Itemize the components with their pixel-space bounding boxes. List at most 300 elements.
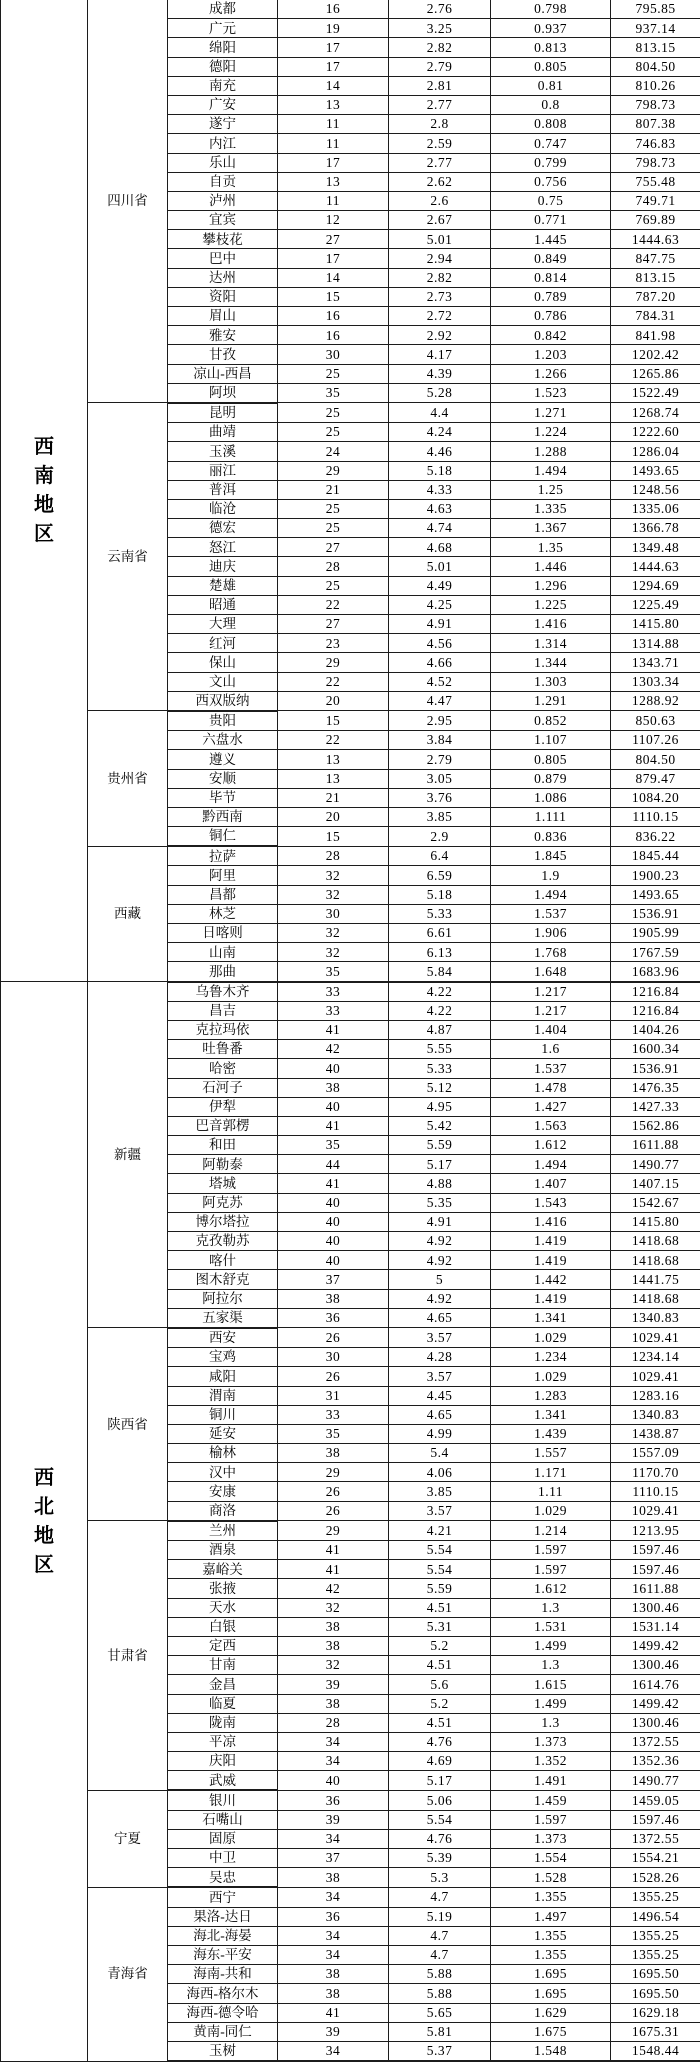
province-cell: 陕西省 [88, 1328, 168, 1521]
value-cell-2: 5.59 [389, 1579, 491, 1598]
value-cell-4: 1629.18 [611, 2003, 700, 2022]
city-cell: 银川 [168, 1790, 278, 1810]
value-cell-1: 40 [278, 1193, 389, 1212]
value-cell-1: 29 [278, 653, 389, 672]
value-cell-2: 4.51 [389, 1713, 491, 1732]
value-cell-3: 1.314 [491, 634, 611, 653]
value-cell-2: 6.4 [389, 846, 491, 866]
value-cell-2: 5.88 [389, 1965, 491, 1984]
value-cell-1: 17 [278, 153, 389, 172]
value-cell-3: 1.419 [491, 1289, 611, 1308]
city-cell: 遵义 [168, 750, 278, 769]
city-cell: 阿里 [168, 866, 278, 885]
value-cell-4: 798.73 [611, 153, 700, 172]
value-cell-2: 4.88 [389, 1174, 491, 1193]
city-cell: 延安 [168, 1424, 278, 1443]
value-cell-1: 24 [278, 442, 389, 461]
value-cell-3: 1.303 [491, 672, 611, 691]
value-cell-3: 1.373 [491, 1732, 611, 1751]
value-cell-2: 4.7 [389, 1926, 491, 1945]
value-cell-4: 1614.76 [611, 1675, 700, 1694]
value-cell-2: 4.51 [389, 1656, 491, 1675]
value-cell-4: 1611.88 [611, 1136, 700, 1155]
value-cell-4: 1314.88 [611, 634, 700, 653]
region-cell [1, 982, 88, 2062]
city-cell: 阿勒泰 [168, 1155, 278, 1174]
value-cell-3: 1.499 [491, 1694, 611, 1713]
value-cell-4: 1300.46 [611, 1713, 700, 1732]
value-cell-4: 804.50 [611, 57, 700, 76]
value-cell-2: 4.65 [389, 1308, 491, 1328]
value-cell-2: 6.61 [389, 924, 491, 943]
city-cell: 庆阳 [168, 1752, 278, 1771]
value-cell-4: 1683.96 [611, 962, 700, 982]
city-cell: 楚雄 [168, 576, 278, 595]
value-cell-4: 1300.46 [611, 1598, 700, 1617]
value-cell-1: 13 [278, 172, 389, 191]
value-cell-1: 29 [278, 1463, 389, 1482]
value-cell-4: 1303.34 [611, 672, 700, 691]
value-cell-1: 15 [278, 827, 389, 847]
value-cell-1: 39 [278, 1810, 389, 1829]
value-cell-1: 28 [278, 846, 389, 866]
value-cell-1: 40 [278, 1059, 389, 1078]
value-cell-1: 17 [278, 38, 389, 57]
value-cell-1: 38 [278, 1289, 389, 1308]
value-cell-4: 807.38 [611, 115, 700, 134]
value-cell-1: 32 [278, 1656, 389, 1675]
value-cell-2: 4.21 [389, 1521, 491, 1541]
value-cell-3: 0.836 [491, 827, 611, 847]
value-cell-2: 5.33 [389, 904, 491, 923]
table-row [1, 0, 700, 19]
value-cell-4: 1493.65 [611, 885, 700, 904]
value-cell-4: 810.26 [611, 76, 700, 95]
value-cell-3: 0.805 [491, 750, 611, 769]
value-cell-4: 1107.26 [611, 731, 700, 750]
value-cell-3: 1.597 [491, 1560, 611, 1579]
value-cell-2: 5.31 [389, 1617, 491, 1636]
value-cell-3: 1.217 [491, 982, 611, 1002]
city-cell: 日喀则 [168, 924, 278, 943]
value-cell-4: 1490.77 [611, 1771, 700, 1791]
value-cell-2: 3.85 [389, 807, 491, 826]
city-cell: 资阳 [168, 287, 278, 306]
value-cell-2: 4.92 [389, 1289, 491, 1308]
value-cell-2: 3.57 [389, 1328, 491, 1348]
value-cell-2: 2.73 [389, 287, 491, 306]
value-cell-4: 1407.15 [611, 1174, 700, 1193]
value-cell-3: 1.367 [491, 519, 611, 538]
value-cell-1: 38 [278, 1868, 389, 1888]
value-cell-3: 0.81 [491, 76, 611, 95]
value-cell-3: 1.419 [491, 1232, 611, 1251]
value-cell-4: 1905.99 [611, 924, 700, 943]
value-cell-4: 787.20 [611, 287, 700, 306]
value-cell-1: 26 [278, 1482, 389, 1501]
city-cell: 攀枝花 [168, 230, 278, 249]
value-cell-3: 1.344 [491, 653, 611, 672]
value-cell-2: 2.92 [389, 326, 491, 345]
value-cell-1: 28 [278, 1713, 389, 1732]
value-cell-2: 2.72 [389, 307, 491, 326]
value-cell-4: 1441.75 [611, 1270, 700, 1289]
value-cell-2: 5.4 [389, 1444, 491, 1463]
value-cell-3: 0.771 [491, 211, 611, 230]
value-cell-1: 41 [278, 1020, 389, 1039]
value-cell-3: 1.3 [491, 1656, 611, 1675]
table-row [1, 1790, 700, 1810]
value-cell-3: 1.3 [491, 1598, 611, 1617]
value-cell-2: 5.3 [389, 1868, 491, 1888]
value-cell-4: 1444.63 [611, 557, 700, 576]
value-cell-3: 1.6 [491, 1040, 611, 1059]
value-cell-2: 4.63 [389, 499, 491, 518]
value-cell-1: 25 [278, 403, 389, 423]
value-cell-1: 38 [278, 1694, 389, 1713]
value-cell-4: 1343.71 [611, 653, 700, 672]
city-cell: 自贡 [168, 172, 278, 191]
value-cell-1: 11 [278, 115, 389, 134]
value-cell-3: 1.224 [491, 423, 611, 442]
value-cell-2: 4.22 [389, 982, 491, 1002]
value-cell-2: 4.33 [389, 480, 491, 499]
value-cell-3: 0.808 [491, 115, 611, 134]
city-cell: 丽江 [168, 461, 278, 480]
value-cell-4: 769.89 [611, 211, 700, 230]
value-cell-2: 3.57 [389, 1501, 491, 1521]
value-cell-1: 16 [278, 326, 389, 345]
province-cell: 四川省 [88, 0, 168, 403]
value-cell-1: 34 [278, 1926, 389, 1945]
value-cell-1: 20 [278, 807, 389, 826]
value-cell-4: 1845.44 [611, 846, 700, 866]
value-cell-4: 1216.84 [611, 982, 700, 1002]
value-cell-4: 1528.26 [611, 1868, 700, 1888]
value-cell-2: 5.54 [389, 1541, 491, 1560]
value-cell-4: 1597.46 [611, 1810, 700, 1829]
value-cell-3: 0.798 [491, 0, 611, 19]
province-cell: 甘肃省 [88, 1521, 168, 1791]
value-cell-1: 34 [278, 1752, 389, 1771]
city-cell: 山南 [168, 943, 278, 962]
value-cell-2: 4.51 [389, 1598, 491, 1617]
value-cell-3: 1.648 [491, 962, 611, 982]
value-cell-3: 1.11 [491, 1482, 611, 1501]
value-cell-4: 804.50 [611, 750, 700, 769]
value-cell-1: 29 [278, 461, 389, 480]
value-cell-4: 1597.46 [611, 1560, 700, 1579]
value-cell-1: 34 [278, 2041, 389, 2061]
city-cell: 海北-海晏 [168, 1926, 278, 1945]
city-cell: 凉山-西昌 [168, 364, 278, 383]
value-cell-1: 11 [278, 191, 389, 210]
value-cell-2: 4.49 [389, 576, 491, 595]
value-cell-1: 38 [278, 1636, 389, 1655]
value-cell-4: 1286.04 [611, 442, 700, 461]
value-cell-4: 1248.56 [611, 480, 700, 499]
value-cell-3: 1.494 [491, 461, 611, 480]
table-row [1, 403, 700, 423]
city-cell: 哈密 [168, 1059, 278, 1078]
value-cell-1: 40 [278, 1232, 389, 1251]
value-cell-3: 1.537 [491, 904, 611, 923]
value-cell-1: 31 [278, 1386, 389, 1405]
value-cell-4: 1234.14 [611, 1348, 700, 1367]
city-cell: 阿克苏 [168, 1193, 278, 1212]
value-cell-3: 1.494 [491, 1155, 611, 1174]
value-cell-2: 5.17 [389, 1155, 491, 1174]
city-cell: 乐山 [168, 153, 278, 172]
city-cell: 石嘴山 [168, 1810, 278, 1829]
value-cell-3: 1.341 [491, 1405, 611, 1424]
value-cell-2: 5.39 [389, 1849, 491, 1868]
value-cell-3: 0.8 [491, 95, 611, 114]
value-cell-1: 37 [278, 1270, 389, 1289]
value-cell-4: 1496.54 [611, 1907, 700, 1926]
city-cell: 吴忠 [168, 1868, 278, 1888]
value-cell-3: 1.029 [491, 1367, 611, 1386]
value-cell-4: 1225.49 [611, 595, 700, 614]
value-cell-4: 1355.25 [611, 1945, 700, 1964]
value-cell-1: 40 [278, 1212, 389, 1231]
city-cell: 兰州 [168, 1521, 278, 1541]
value-cell-4: 1268.74 [611, 403, 700, 423]
value-cell-2: 5.28 [389, 383, 491, 403]
table-row [1, 846, 700, 866]
value-cell-1: 13 [278, 95, 389, 114]
value-cell-2: 3.25 [389, 19, 491, 38]
value-cell-4: 1522.49 [611, 383, 700, 403]
value-cell-2: 2.77 [389, 153, 491, 172]
value-cell-2: 4.76 [389, 1732, 491, 1751]
city-cell: 雅安 [168, 326, 278, 345]
value-cell-3: 0.879 [491, 769, 611, 788]
value-cell-2: 5.84 [389, 962, 491, 982]
value-cell-4: 1355.25 [611, 1887, 700, 1907]
value-cell-1: 35 [278, 1424, 389, 1443]
city-cell: 铜仁 [168, 827, 278, 847]
value-cell-3: 1.355 [491, 1887, 611, 1907]
value-cell-4: 1415.80 [611, 615, 700, 634]
value-cell-3: 1.768 [491, 943, 611, 962]
value-cell-4: 1767.59 [611, 943, 700, 962]
value-cell-4: 1695.50 [611, 1984, 700, 2003]
value-cell-2: 4.7 [389, 1887, 491, 1907]
value-cell-2: 5.17 [389, 1771, 491, 1791]
value-cell-2: 4.92 [389, 1251, 491, 1270]
city-cell: 喀什 [168, 1251, 278, 1270]
value-cell-3: 0.852 [491, 711, 611, 731]
value-cell-1: 21 [278, 788, 389, 807]
value-cell-2: 5.37 [389, 2041, 491, 2061]
city-cell: 伊犁 [168, 1097, 278, 1116]
value-cell-4: 1294.69 [611, 576, 700, 595]
city-cell: 安康 [168, 1482, 278, 1501]
region-cell [1, 0, 88, 982]
value-cell-1: 15 [278, 711, 389, 731]
city-cell: 海南-共和 [168, 1965, 278, 1984]
value-cell-2: 2.81 [389, 76, 491, 95]
province-cell: 宁夏 [88, 1790, 168, 1887]
value-cell-4: 1202.42 [611, 345, 700, 364]
value-cell-3: 0.937 [491, 19, 611, 38]
value-cell-2: 5.81 [389, 2022, 491, 2041]
value-cell-4: 1418.68 [611, 1251, 700, 1270]
value-cell-1: 38 [278, 1984, 389, 2003]
value-cell-4: 1476.35 [611, 1078, 700, 1097]
value-cell-3: 0.814 [491, 268, 611, 287]
city-cell: 普洱 [168, 480, 278, 499]
value-cell-4: 1536.91 [611, 904, 700, 923]
value-cell-4: 798.73 [611, 95, 700, 114]
city-cell: 遂宁 [168, 115, 278, 134]
value-cell-1: 36 [278, 1907, 389, 1926]
value-cell-4: 1695.50 [611, 1965, 700, 1984]
city-cell: 昆明 [168, 403, 278, 423]
city-cell: 六盘水 [168, 731, 278, 750]
value-cell-1: 16 [278, 0, 389, 19]
value-cell-3: 1.497 [491, 1907, 611, 1926]
value-cell-2: 5.12 [389, 1078, 491, 1097]
value-cell-1: 39 [278, 1675, 389, 1694]
value-cell-3: 1.615 [491, 1675, 611, 1694]
value-cell-1: 22 [278, 731, 389, 750]
value-cell-4: 1542.67 [611, 1193, 700, 1212]
value-cell-3: 1.459 [491, 1790, 611, 1810]
value-cell-4: 1531.14 [611, 1617, 700, 1636]
value-cell-2: 3.57 [389, 1367, 491, 1386]
city-cell: 博尔塔拉 [168, 1212, 278, 1231]
value-cell-4: 1029.41 [611, 1367, 700, 1386]
city-cell: 昌都 [168, 885, 278, 904]
value-cell-4: 1170.70 [611, 1463, 700, 1482]
value-cell-2: 3.05 [389, 769, 491, 788]
value-cell-3: 1.217 [491, 1001, 611, 1020]
value-cell-1: 17 [278, 249, 389, 268]
value-cell-2: 2.82 [389, 268, 491, 287]
value-cell-3: 1.442 [491, 1270, 611, 1289]
value-cell-4: 784.31 [611, 307, 700, 326]
value-cell-1: 38 [278, 1078, 389, 1097]
value-cell-3: 1.111 [491, 807, 611, 826]
value-cell-1: 33 [278, 1001, 389, 1020]
value-cell-3: 0.789 [491, 287, 611, 306]
province-cell: 云南省 [88, 403, 168, 711]
value-cell-1: 38 [278, 1444, 389, 1463]
city-cell: 那曲 [168, 962, 278, 982]
value-cell-2: 5 [389, 1270, 491, 1289]
value-cell-1: 25 [278, 423, 389, 442]
value-cell-3: 1.107 [491, 731, 611, 750]
value-cell-3: 1.528 [491, 1868, 611, 1888]
value-cell-1: 27 [278, 230, 389, 249]
city-cell: 西宁 [168, 1887, 278, 1907]
value-cell-1: 13 [278, 769, 389, 788]
value-cell-3: 1.537 [491, 1059, 611, 1078]
city-cell: 临夏 [168, 1694, 278, 1713]
value-cell-3: 1.271 [491, 403, 611, 423]
value-cell-1: 33 [278, 982, 389, 1002]
value-cell-2: 2.79 [389, 57, 491, 76]
value-cell-3: 1.427 [491, 1097, 611, 1116]
value-cell-2: 4.17 [389, 345, 491, 364]
city-cell: 眉山 [168, 307, 278, 326]
value-cell-2: 5.42 [389, 1116, 491, 1135]
city-cell: 酒泉 [168, 1541, 278, 1560]
city-cell: 陇南 [168, 1713, 278, 1732]
value-cell-1: 42 [278, 1579, 389, 1598]
city-cell: 安顺 [168, 769, 278, 788]
value-cell-1: 32 [278, 1598, 389, 1617]
value-cell-4: 1352.36 [611, 1752, 700, 1771]
value-cell-2: 5.2 [389, 1694, 491, 1713]
value-cell-1: 25 [278, 576, 389, 595]
city-cell: 黔西南 [168, 807, 278, 826]
value-cell-4: 1283.16 [611, 1386, 700, 1405]
city-cell: 玉溪 [168, 442, 278, 461]
value-cell-2: 4.91 [389, 615, 491, 634]
value-cell-1: 41 [278, 2003, 389, 2022]
value-cell-1: 32 [278, 885, 389, 904]
city-cell: 成都 [168, 0, 278, 19]
value-cell-4: 1222.60 [611, 423, 700, 442]
city-cell: 昭通 [168, 595, 278, 614]
value-cell-1: 27 [278, 615, 389, 634]
value-cell-2: 5.01 [389, 557, 491, 576]
value-cell-3: 1.612 [491, 1136, 611, 1155]
value-cell-2: 2.9 [389, 827, 491, 847]
value-cell-1: 26 [278, 1501, 389, 1521]
value-cell-3: 1.225 [491, 595, 611, 614]
city-cell: 宝鸡 [168, 1348, 278, 1367]
value-cell-1: 30 [278, 345, 389, 364]
value-cell-4: 1340.83 [611, 1405, 700, 1424]
value-cell-4: 813.15 [611, 38, 700, 57]
value-cell-3: 0.786 [491, 307, 611, 326]
value-cell-3: 1.845 [491, 846, 611, 866]
value-cell-3: 0.849 [491, 249, 611, 268]
value-cell-3: 1.554 [491, 1849, 611, 1868]
value-cell-4: 879.47 [611, 769, 700, 788]
value-cell-2: 5.54 [389, 1810, 491, 1829]
value-cell-2: 4.39 [389, 364, 491, 383]
value-cell-2: 2.8 [389, 115, 491, 134]
value-cell-4: 1415.80 [611, 1212, 700, 1231]
value-cell-4: 1554.21 [611, 1849, 700, 1868]
city-cell: 西双版纳 [168, 691, 278, 711]
value-cell-3: 0.805 [491, 57, 611, 76]
value-cell-1: 33 [278, 1405, 389, 1424]
value-cell-4: 836.22 [611, 827, 700, 847]
value-cell-1: 41 [278, 1174, 389, 1193]
value-cell-1: 14 [278, 268, 389, 287]
value-cell-4: 1675.31 [611, 2022, 700, 2041]
value-cell-3: 1.906 [491, 924, 611, 943]
city-cell: 海西-德令哈 [168, 2003, 278, 2022]
city-cell: 中卫 [168, 1849, 278, 1868]
value-cell-3: 1.494 [491, 885, 611, 904]
value-cell-2: 2.67 [389, 211, 491, 230]
value-cell-3: 1.3 [491, 1713, 611, 1732]
value-cell-4: 1110.15 [611, 807, 700, 826]
city-cell: 铜川 [168, 1405, 278, 1424]
value-cell-3: 1.478 [491, 1078, 611, 1097]
value-cell-4: 1444.63 [611, 230, 700, 249]
city-cell: 怒江 [168, 538, 278, 557]
value-cell-1: 36 [278, 1308, 389, 1328]
city-cell: 玉树 [168, 2041, 278, 2061]
